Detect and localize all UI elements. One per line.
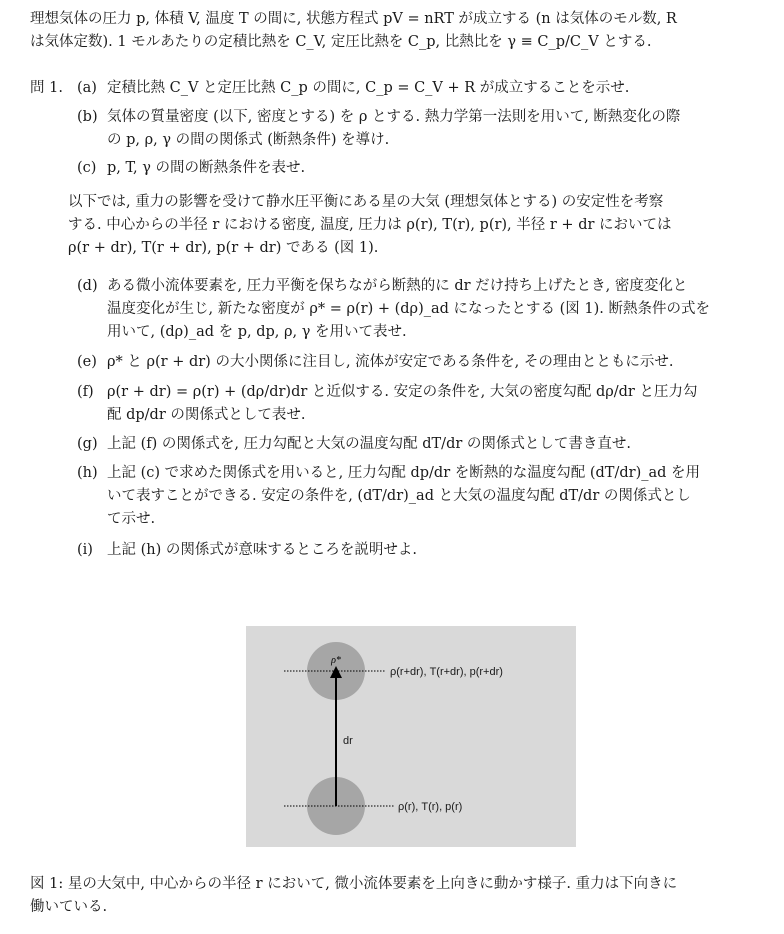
item-f-line-1: ρ(r + dr) = ρ(r) + (dρ/dr)dr と近似する. 安定の条件を, 大気の密度勾配 dρ/dr と圧力勾: [107, 384, 698, 400]
item-f-label: (f): [77, 384, 94, 400]
item-d-line-1: ある微小流体要素を, 圧力平衡を保ちながら断熱的に dr だけ持ち上げたとき, 密度変化と: [107, 278, 688, 294]
item-e-label: (e): [77, 354, 97, 370]
intro-line-1: 理想気体の圧力 p, 体積 V, 温度 T の間に, 状態方程式 pV = nRT が成立する (n は気体のモル数, R: [30, 11, 677, 27]
figure-1: [246, 626, 576, 847]
item-h-text: [107, 462, 700, 531]
item-d-text: [107, 275, 710, 344]
rho-star-label: ρ*: [331, 655, 341, 666]
item-h-line-3: て示せ.: [107, 511, 156, 527]
item-h-line-1: 上記 (c) で求めた関係式を用いると, 圧力勾配 dp/dr を断熱的な温度勾配 (dT/dr)_ad を用: [107, 465, 701, 481]
item-c-label: (c): [77, 160, 97, 176]
intro-paragraph: [30, 8, 677, 54]
figure-caption: [30, 873, 677, 919]
caption-line-2: 働いている.: [30, 899, 108, 915]
item-i-line-1: 上記 (h) の関係式が意味するところを説明せよ.: [107, 542, 417, 558]
caption-line-1: 図 1: 星の大気中, 中心からの半径 r において, 微小流体要素を上向きに動かす様子. 重力は下向きに: [30, 876, 678, 892]
item-b-label: (b): [77, 109, 98, 125]
item-a-text: [107, 77, 629, 100]
item-i-text: [107, 539, 417, 562]
item-e-line-1: ρ* と ρ(r + dr) の大小関係に注目し, 流体が安定である条件を, その理由とともに示せ.: [107, 354, 674, 370]
item-e-text: [107, 351, 674, 374]
middle-line-1: 以下では, 重力の影響を受けて静水圧平衡にある星の大気 (理想気体とする) の安定性を考察: [68, 194, 664, 210]
middle-line-3: ρ(r + dr), T(r + dr), p(r + dr) である (図 1).: [68, 240, 379, 256]
lower-level-label: ρ(r), T(r), p(r): [398, 801, 463, 813]
upper-level-label: ρ(r+dr), T(r+dr), p(r+dr): [390, 666, 503, 678]
item-g-text: [107, 433, 631, 456]
item-g-line-1: 上記 (f) の関係式を, 圧力勾配と大気の温度勾配 dT/dr の関係式として書き直せ.: [107, 436, 631, 452]
item-a-line-1: 定積比熱 C_V と定圧比熱 C_p の間に, C_p = C_V + R が成立することを示せ.: [107, 80, 630, 96]
item-i-label: (i): [77, 542, 93, 558]
item-f-text: [107, 381, 697, 427]
figure-1-diagram: [246, 626, 576, 847]
item-d-label: (d): [77, 278, 98, 294]
item-c-line-1: p, T, γ の間の断熱条件を表せ.: [107, 160, 306, 176]
dr-label: dr: [343, 735, 353, 747]
item-b-line-2: の p, ρ, γ の間の関係式 (断熱条件) を導け.: [107, 132, 390, 148]
item-d-line-3: 用いて, (dρ)_ad を p, dp, ρ, γ を用いて表せ.: [107, 324, 407, 340]
item-a-label: (a): [77, 80, 97, 96]
item-b-text: [107, 106, 680, 152]
item-h-label: (h): [77, 465, 98, 481]
item-h-line-2: いて表すことができる. 安定の条件を, (dT/dr)_ad と大気の温度勾配 dT/dr の関係式とし: [107, 488, 691, 504]
question-label: 問 1.: [30, 80, 63, 96]
middle-line-2: する. 中心からの半径 r における密度, 温度, 圧力は ρ(r), T(r), p(r), 半径 r + dr においては: [68, 217, 672, 233]
intro-line-2: は気体定数). 1 モルあたりの定積比熱を C_V, 定圧比熱を C_p, 比熱比を γ ≡ C_p/C_V とする.: [30, 34, 652, 50]
item-g-label: (g): [77, 436, 98, 452]
item-f-line-2: 配 dp/dr の関係式として表せ.: [107, 407, 306, 423]
item-b-line-1: 気体の質量密度 (以下, 密度とする) を ρ とする. 熱力学第一法則を用いて, 断熱変化の際: [107, 109, 681, 125]
item-c-text: [107, 157, 305, 180]
middle-paragraph: [68, 191, 672, 260]
item-d-line-2: 温度変化が生じ, 新たな密度が ρ* = ρ(r) + (dρ)_ad になったとする (図 1). 断熱条件の式を: [107, 301, 710, 317]
